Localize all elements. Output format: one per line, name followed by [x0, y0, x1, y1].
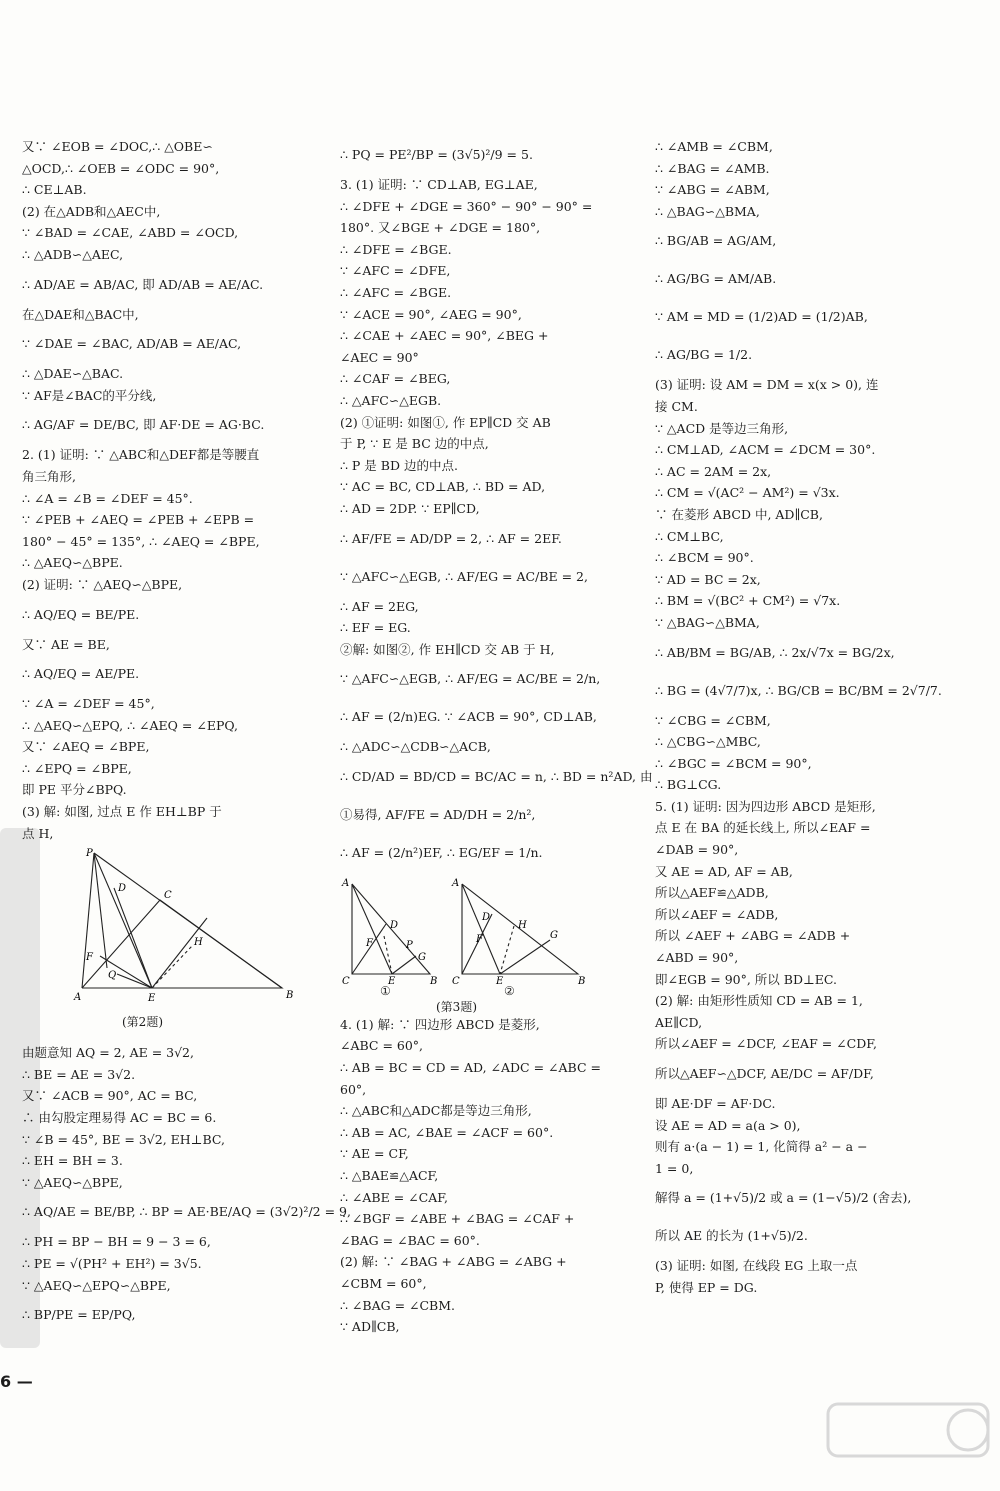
- answer-line: ∵ △AFC∽△EGB, ∴ AF/EG = AC/BE = 2,: [340, 568, 588, 584]
- answer-line: 180° − 45° = 135°, ∴ ∠AEQ = ∠BPE,: [22, 533, 260, 549]
- answer-line: ∴ △ABC和△ADC都是等边三角形,: [340, 1103, 532, 1119]
- answer-line: (2) 解: ∵ ∠BAG + ∠ABG = ∠ABG +: [340, 1254, 567, 1270]
- answer-line: ∴ BG⊥CG.: [655, 777, 722, 793]
- svg-text:H: H: [518, 919, 527, 931]
- answer-line: (2) 解: 由矩形性质知 CD = AB = 1,: [655, 993, 863, 1009]
- answer-line: ∵ AC = BC, CD⊥AB, ∴ BD = AD,: [340, 479, 546, 495]
- figure-3-sub-2: ②: [504, 983, 515, 998]
- svg-text:C: C: [342, 975, 350, 987]
- answer-line: (3) 证明: 设 AM = DM = x(x > 0), 连: [655, 377, 879, 393]
- answer-line: ∵ ∠A = ∠DEF = 45°,: [22, 696, 155, 712]
- svg-text:P: P: [406, 939, 413, 951]
- answer-line: ∴ AD = 2DP. ∵ EP∥CD,: [340, 500, 480, 516]
- answer-line: ∠AEC = 90°: [340, 349, 419, 365]
- svg-text:D: D: [390, 919, 399, 931]
- answer-line: 3. (1) 证明: ∵ CD⊥AB, EG⊥AE,: [340, 177, 538, 192]
- answer-line: ∴ △BAE≌△ACF,: [340, 1168, 439, 1184]
- answer-column-2: [340, 136, 653, 1338]
- figure-3-caption: (第3题): [436, 999, 477, 1014]
- answer-line: ∴ △ADB∽△AEC,: [22, 246, 124, 262]
- page-number: 6 —: [0, 1372, 33, 1391]
- answer-line: ∵ AD∥CB,: [340, 1319, 400, 1335]
- answer-line: (2) ①证明: 如图①, 作 EP∥CD 交 AB: [340, 414, 551, 430]
- answer-line: ∴ ∠BAG = ∠AMB.: [655, 160, 770, 176]
- answer-line: ∴ ∠AFC = ∠BGE.: [340, 284, 452, 300]
- answer-line: 所以∠AEF = ∠DCF, ∠EAF = ∠CDF,: [655, 1036, 877, 1052]
- answer-line: ∴ PQ = PE²/BP = (3√5)²/9 = 5.: [340, 147, 533, 162]
- svg-text:F: F: [86, 952, 93, 964]
- answer-line: ∴ BE = AE = 3√2.: [22, 1066, 136, 1082]
- answer-line: ∵ △ACD 是等边三角形,: [655, 420, 789, 436]
- answer-column-3: [655, 136, 945, 1299]
- answer-line: ∴ ∠DFE + ∠DGE = 360° − 90° − 90° =: [340, 198, 593, 214]
- svg-text:E: E: [148, 993, 156, 1005]
- svg-text:B: B: [286, 990, 294, 1002]
- answer-line: ∵ △AEQ∽△BPE,: [22, 1174, 123, 1190]
- answer-line: ∴ △ADC∽△CDB∽△ACB,: [340, 739, 491, 755]
- answer-line: ∵ △BAG∽△BMA,: [655, 614, 760, 630]
- answer-line: △OCD,∴ ∠OEB = ∠ODC = 90°,: [22, 160, 220, 176]
- answer-line: ∴ P 是 BD 边的中点.: [340, 457, 458, 473]
- answer-line: ∴ BG = (4√7/7)x, ∴ BG/CB = BC/BM = 2√7/7.: [655, 682, 942, 698]
- answer-line: ∴ EF = EG.: [340, 620, 411, 636]
- answer-line: ∠DAB = 90°,: [655, 842, 739, 858]
- answer-line: ∴ ∠CAF = ∠BEG,: [340, 371, 451, 387]
- svg-text:D: D: [482, 911, 491, 923]
- answer-line: ∴ △AEQ∽△EPQ, ∴ ∠AEQ = ∠EPQ,: [22, 717, 238, 733]
- answer-line: ∵ ∠CBG = ∠CBM,: [655, 712, 771, 728]
- answer-line: 于 P, ∵ E 是 BC 边的中点,: [340, 436, 489, 452]
- answer-line: (3) 解: 如图, 过点 E 作 EH⊥BP 于: [22, 804, 222, 820]
- answer-line: ∴ BG/AB = AG/AM,: [655, 233, 777, 249]
- answer-line: 即 PE 平分∠BPQ.: [22, 782, 127, 798]
- answer-line: (3) 证明: 如图, 在线段 EG 上取一点: [655, 1258, 858, 1274]
- svg-text:G: G: [418, 951, 426, 963]
- answer-line: 又∵ ∠ACB = 90°, AC = BC,: [22, 1088, 198, 1104]
- answer-line: 点 H,: [22, 825, 54, 841]
- answer-line: 180°. 又∠BGE + ∠DGE = 180°,: [340, 220, 541, 236]
- answer-line: ∴ AG/BG = AM/AB.: [655, 271, 777, 287]
- answer-line: 1 = 0,: [655, 1160, 694, 1176]
- answer-column-1: [22, 136, 351, 1334]
- figure-3-sub-1: ①: [380, 983, 391, 998]
- answer-line: 所以∠AEF = ∠ADB,: [655, 906, 779, 922]
- answer-line: ∵ AD = BC = 2x,: [655, 571, 761, 587]
- answer-line: 2. (1) 证明: ∵ △ABC和△DEF都是等腰直: [22, 447, 260, 463]
- answer-line: ∵ ∠ACE = 90°, ∠AEG = 90°,: [340, 306, 522, 322]
- answer-line: ∴ CM = √(AC² − AM²) = √3x.: [655, 485, 840, 501]
- answer-line: ∠CBM = 60°,: [340, 1276, 427, 1291]
- answer-line: ∴ ∠A = ∠B = ∠DEF = 45°.: [22, 490, 193, 506]
- answer-line: ∴ △AEQ∽△BPE.: [22, 555, 123, 571]
- answer-line: 所以 ∠AEF + ∠ABG = ∠ADB +: [655, 928, 851, 944]
- answer-line: ∵ ∠PEB + ∠AEQ = ∠PEB + ∠EPB =: [22, 512, 255, 528]
- svg-text:A: A: [452, 877, 460, 889]
- answer-line: 设 AE = AD = a(a > 0),: [655, 1117, 801, 1133]
- answer-line: ∵ △AFC∽△EGB, ∴ AF/EG = AC/BE = 2/n,: [340, 671, 601, 687]
- answer-line: 所以△AEF∽△DCF, AE/DC = AF/DF,: [655, 1066, 874, 1081]
- answer-line: ∴ ∠BCM = 90°.: [655, 550, 754, 566]
- svg-text:F: F: [476, 933, 483, 945]
- answer-line: ∴ ∠BAG = ∠CBM.: [340, 1297, 456, 1313]
- svg-text:D: D: [118, 883, 127, 895]
- svg-text:E: E: [496, 975, 504, 987]
- answer-line: ∴ PE = √(PH² + EH²) = 3√5.: [22, 1256, 202, 1271]
- answer-line: ∴ AQ/EQ = BE/PE.: [22, 606, 140, 622]
- answer-line: ∵ AE = CF,: [340, 1146, 409, 1162]
- answer-line: ∴ AF = (2/n²)EF, ∴ EG/EF = 1/n.: [340, 844, 543, 860]
- answer-line: 在△DAE和△BAC中,: [22, 306, 139, 322]
- answer-line: 点 E 在 BA 的延长线上, 所以∠EAF =: [655, 820, 871, 836]
- figure-2-caption: (第2题): [122, 1015, 163, 1030]
- answer-line: ∵ △AEQ∽△EPQ∽△BPE,: [22, 1277, 171, 1293]
- svg-text:B: B: [578, 975, 586, 987]
- answer-line: ∴ AF = 2EG,: [340, 598, 419, 614]
- answer-line: ∴ ∠EPQ = ∠BPE,: [22, 760, 132, 776]
- answer-line: AE∥CD,: [655, 1014, 703, 1030]
- svg-text:B: B: [430, 975, 438, 987]
- answer-line: ∴ AD/AE = AB/AC, 即 AD/AB = AE/AC.: [22, 276, 264, 292]
- answer-line: ∴ △CBG∽△MBC,: [655, 734, 761, 750]
- answer-line: ∵ AM = MD = (1/2)AD = (1/2)AB,: [655, 309, 868, 325]
- answer-line: 又∵ AE = BE,: [22, 636, 110, 652]
- answer-line: ①易得, AF/FE = AD/DH = 2/n²,: [340, 806, 536, 822]
- answer-line: ∴ AB = BC = CD = AD, ∠ADC = ∠ABC =: [340, 1060, 601, 1076]
- answer-line: ∠BAG = ∠BAC = 60°.: [340, 1232, 480, 1248]
- answer-line: ∴ ∠BGC = ∠BCM = 90°,: [655, 755, 812, 771]
- figure-problem-3: [340, 876, 630, 1012]
- answer-line: ∴ ∠AMB = ∠CBM,: [655, 139, 773, 154]
- svg-text:E: E: [388, 975, 396, 987]
- answer-line: ∴ BP/PE = EP/PQ,: [22, 1307, 136, 1323]
- svg-text:C: C: [164, 890, 172, 902]
- answer-line: ∴ △BAG∽△BMA,: [655, 203, 760, 219]
- answer-line: 由题意知 AQ = 2, AE = 3√2,: [22, 1045, 194, 1061]
- answer-line: ∴ CD/AD = BD/CD = BC/AC = n, ∴ BD = n²AD, 由: [340, 768, 653, 784]
- svg-text:Q: Q: [108, 970, 117, 982]
- answer-line: ∴ ∠ABE = ∠CAF,: [340, 1189, 448, 1205]
- figure-problem-2: [22, 848, 312, 1040]
- answer-line: 即∠EGB = 90°, 所以 BD⊥EC.: [655, 971, 837, 987]
- answer-line: ∴ AB = AC, ∠BAE = ∠ACF = 60°.: [340, 1124, 554, 1140]
- answer-line: ∴ CM⊥BC,: [655, 528, 724, 544]
- answer-line: 5. (1) 证明: 因为四边形 ABCD 是矩形,: [655, 798, 876, 814]
- answer-line: 所以 AE 的长为 (1+√5)/2.: [655, 1228, 808, 1244]
- svg-text:H: H: [194, 937, 203, 949]
- svg-text:C: C: [452, 975, 460, 987]
- answer-line: 又∵ ∠AEQ = ∠BPE,: [22, 739, 150, 755]
- svg-text:A: A: [342, 877, 350, 889]
- answer-line: ∴ PH = BP − BH = 9 − 3 = 6,: [22, 1234, 211, 1250]
- svg-text:F: F: [366, 937, 373, 949]
- answer-line: ∴ △DAE∽△BAC.: [22, 366, 124, 382]
- answer-line: ∴ ∠BGF = ∠ABE + ∠BAG = ∠CAF +: [340, 1211, 575, 1227]
- answer-line: 接 CM.: [655, 398, 698, 414]
- answer-line: 又 AE = AD, AF = AB,: [655, 863, 793, 879]
- answer-line: (2) 在△ADB和△AEC中,: [22, 203, 161, 219]
- answer-line: ∴ AB/BM = BG/AB, ∴ 2x/√7x = BG/2x,: [655, 644, 895, 660]
- answer-line: ∴ AC = 2AM = 2x,: [655, 463, 772, 479]
- answer-line: ∵ ∠ABG = ∠ABM,: [655, 182, 770, 198]
- answer-line: ∵ AF是∠BAC的平分线,: [22, 387, 157, 403]
- answer-line: 解得 a = (1+√5)/2 或 a = (1−√5)/2 (舍去),: [655, 1190, 912, 1206]
- answer-line: ②解: 如图②, 作 EH∥CD 交 AB 于 H,: [340, 641, 555, 657]
- answer-line: ∴ CE⊥AB.: [22, 182, 87, 198]
- answer-line: ∠ABD = 90°,: [655, 950, 739, 966]
- svg-text:A: A: [74, 992, 82, 1004]
- answer-line: ∴ AG/BG = 1/2.: [655, 347, 753, 363]
- answer-line: P, 使得 EP = DG.: [655, 1279, 758, 1295]
- answer-line: ∴ AQ/AE = BE/BP, ∴ BP = AE·BE/AQ = (3√2)²/2 = 9,: [22, 1204, 351, 1220]
- answer-line: 60°,: [340, 1081, 367, 1097]
- answer-line: ∴ ∠DFE = ∠BGE.: [340, 241, 452, 257]
- answer-line: ∴ ∠CAE + ∠AEC = 90°, ∠BEG +: [340, 328, 549, 344]
- answer-line: ∴ 由勾股定理易得 AC = BC = 6.: [22, 1110, 217, 1126]
- answer-line: ∴ △AFC∽△EGB.: [340, 392, 442, 408]
- answer-line: ∴ AF = (2/n)EG. ∵ ∠ACB = 90°, CD⊥AB,: [340, 709, 597, 725]
- answer-line: 则有 a·(a − 1) = 1, 化简得 a² − a −: [655, 1139, 868, 1155]
- answer-line: 角三角形,: [22, 468, 76, 484]
- answer-line: (2) 证明: ∵ △AEQ∽△BPE,: [22, 576, 183, 592]
- answer-line: 4. (1) 解: ∵ 四边形 ABCD 是菱形,: [340, 1016, 540, 1032]
- answer-line: ∵ 在菱形 ABCD 中, AD∥CB,: [655, 506, 823, 522]
- answer-line: ∴ BM = √(BC² + CM²) = √7x.: [655, 593, 841, 609]
- answer-line: ∴ AQ/EQ = AE/PE.: [22, 666, 140, 682]
- watermark-logo: [818, 1396, 998, 1488]
- answer-line: ∴ AF/FE = AD/DP = 2, ∴ AF = 2EF.: [340, 530, 562, 546]
- answer-line: ∵ ∠BAD = ∠CAE, ∠ABD = ∠OCD,: [22, 225, 239, 241]
- answer-line: 即 AE·DF = AF·DC.: [655, 1096, 776, 1111]
- answer-line: ∴ AG/AF = DE/BC, 即 AF·DE = AG·BC.: [22, 417, 265, 433]
- answer-line: ∵ ∠DAE = ∠BAC, AD/AB = AE/AC,: [22, 336, 242, 352]
- answer-line: ∴ EH = BH = 3.: [22, 1153, 123, 1169]
- svg-text:G: G: [550, 929, 558, 941]
- answer-line: 又∵ ∠EOB = ∠DOC,∴ △OBE∽: [22, 139, 213, 154]
- answer-line: ∵ ∠AFC = ∠DFE,: [340, 263, 451, 279]
- answer-line: ∴ CM⊥AD, ∠ACM = ∠DCM = 30°.: [655, 442, 876, 458]
- answer-line: 所以△AEF≌△ADB,: [655, 885, 769, 901]
- svg-text:P: P: [86, 848, 93, 860]
- answer-line: ∠ABC = 60°,: [340, 1038, 424, 1054]
- answer-line: ∵ ∠B = 45°, BE = 3√2, EH⊥BC,: [22, 1131, 225, 1147]
